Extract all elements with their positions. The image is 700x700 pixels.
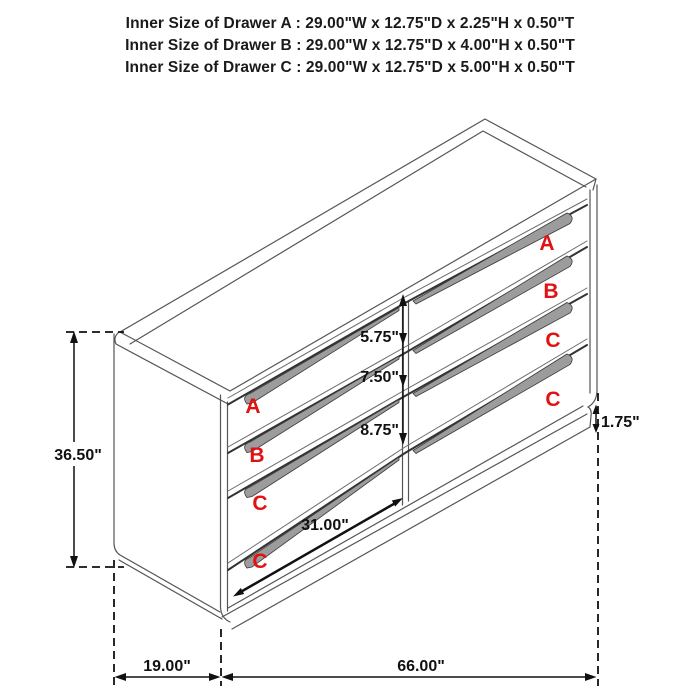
header-line-drawer-b: Inner Size of Drawer B : 29.00"W x 12.75"D x 4.00"H x 0.50"T <box>125 37 575 54</box>
arrow-drawerwidth-left <box>233 588 244 597</box>
base-mid-edge <box>222 414 587 617</box>
groove-c2-left <box>245 457 399 568</box>
top-left-trim-edge <box>115 333 228 404</box>
drawer-label-b-right: B <box>543 280 559 303</box>
drawer-label-c2-right: C <box>545 388 561 411</box>
arrow-depth-left <box>115 673 127 681</box>
top-panel-outline <box>120 119 596 391</box>
drawer-label-b-left: B <box>249 444 265 467</box>
side-panel-left-edge <box>114 334 220 612</box>
dimension-lines <box>66 297 598 686</box>
drawer-label-c2-left: C <box>252 550 268 573</box>
drawer-label-c-left: C <box>252 492 268 515</box>
arrow-width-right <box>585 673 597 681</box>
dim-label-base-height: 1.75" <box>601 414 640 431</box>
dim-label-drawer-b-front: 7.50" <box>360 369 399 386</box>
front-right-edge-outer <box>588 185 597 407</box>
arrow-b-bottom <box>399 375 407 387</box>
dim-label-overall-width: 66.00" <box>397 658 445 675</box>
side-panel-base-line <box>119 560 222 619</box>
front-left-post-outer <box>221 395 231 622</box>
base-bottom-edge <box>232 427 590 629</box>
drawer-label-a-left: A <box>245 395 261 418</box>
dim-label-overall-height: 36.50" <box>54 447 102 464</box>
arrow-c-bottom <box>399 433 407 445</box>
header-line-drawer-c: Inner Size of Drawer C : 29.00"W x 12.75"D x 5.00"H x 0.50"T <box>125 59 575 76</box>
drawer-label-c-right: C <box>545 329 561 352</box>
arrow-width-left <box>222 673 234 681</box>
groove-c-left <box>245 400 399 498</box>
arrow-a-bottom <box>399 333 407 345</box>
arrow-depth-right <box>209 673 221 681</box>
drawer-label-a-right: A <box>539 232 555 255</box>
rail-ab-upper <box>228 241 587 447</box>
groove-a-left <box>245 308 399 405</box>
header-line-drawer-a: Inner Size of Drawer A : 29.00"W x 12.75"D x 2.25"H x 0.50"T <box>125 15 575 32</box>
base-right-cap <box>588 407 591 427</box>
top-back-trim-inner-edge <box>130 131 586 344</box>
dimension-labels <box>54 329 640 675</box>
dresser-outline <box>114 119 597 629</box>
rail-bc-upper <box>228 288 587 491</box>
rail-top-upper <box>228 199 587 398</box>
arrow-base-bottom <box>593 424 600 433</box>
dimension-arrowheads <box>70 294 600 681</box>
dim-label-overall-depth: 19.00" <box>143 658 191 675</box>
dim-label-drawer-c-front: 8.75" <box>360 422 399 439</box>
dim-label-drawer-front-width: 31.00" <box>301 517 349 534</box>
dim-label-drawer-a-front: 5.75" <box>360 329 399 346</box>
